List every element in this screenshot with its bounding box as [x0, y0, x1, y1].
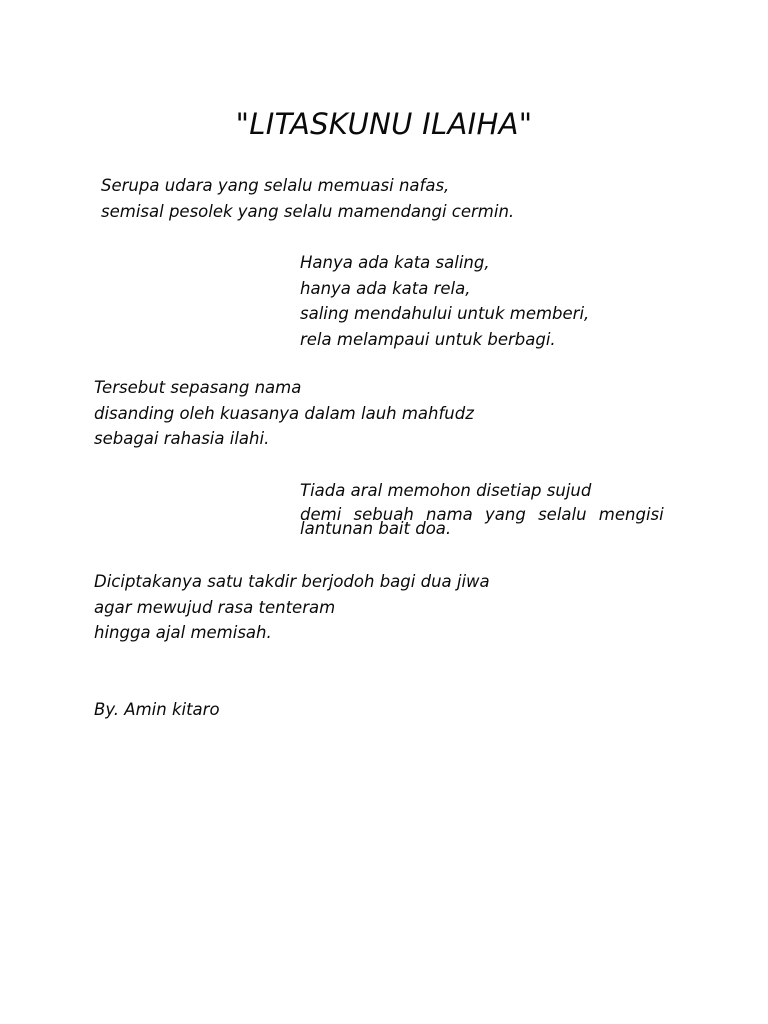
- stanza-line: demi sebuah nama yang selalu mengisi: [300, 504, 664, 524]
- stanza-line: semisal pesolek yang selalu mamendangi cermin.: [101, 201, 515, 221]
- stanza-line: Diciptakanya satu takdir berjodoh bagi dua jiwa: [94, 572, 490, 591]
- stanza-line: Tersebut sepasang nama: [94, 378, 302, 397]
- author-signature: By. Amin kitaro: [94, 700, 220, 719]
- stanza-line: hanya ada kata rela,: [300, 278, 471, 298]
- stanza-line: Hanya ada kata saling,: [300, 253, 490, 272]
- stanza-line: hingga ajal memisah.: [94, 623, 272, 642]
- stanza-line: disanding oleh kuasanya dalam lauh mahfudz: [94, 403, 474, 423]
- stanza-line: agar mewujud rasa tenteram: [94, 597, 336, 617]
- stanza-line: rela melampaui untuk berbagi.: [300, 329, 556, 349]
- stanza-1: [101, 173, 514, 224]
- stanza-4: [300, 478, 675, 536]
- stanza-line: saling mendahului untuk memberi,: [300, 304, 590, 323]
- stanza-line: lantunan bait doa.: [300, 518, 452, 538]
- stanza-5: [94, 569, 490, 646]
- stanza-3: [94, 375, 474, 452]
- poem-title: "LITASKUNU ILAIHA": [235, 107, 533, 141]
- stanza-line: sebagai rahasia ilahi.: [94, 429, 270, 448]
- stanza-line: Serupa udara yang selalu memuasi nafas,: [101, 176, 450, 195]
- stanza-line: Tiada aral memohon disetiap sujud: [300, 481, 592, 500]
- stanza-2: [300, 250, 589, 352]
